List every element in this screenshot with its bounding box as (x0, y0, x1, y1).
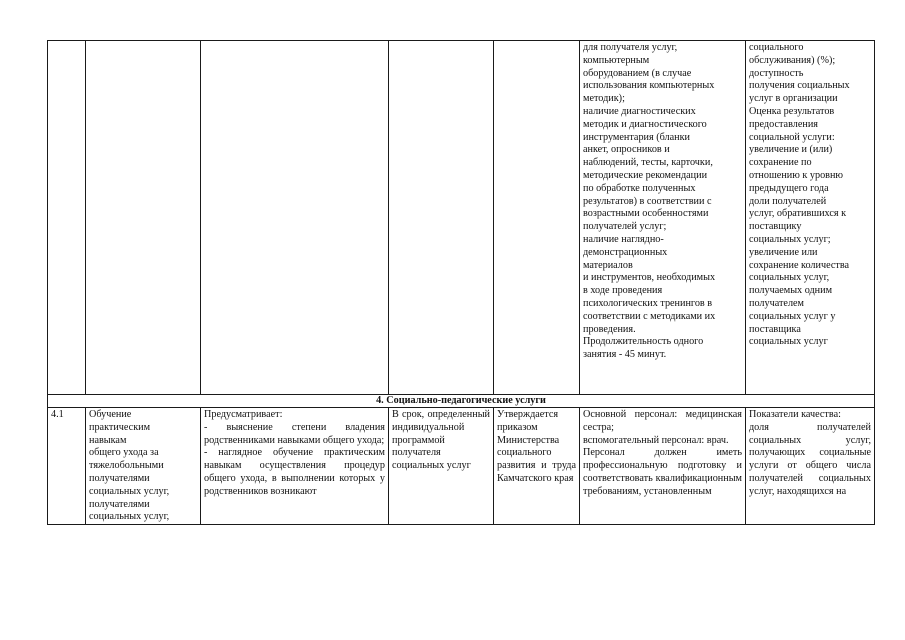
cont-cell-service-name (86, 41, 201, 395)
cont-cell-indicators (746, 41, 875, 395)
staff-cell (580, 408, 746, 525)
section-heading-row (48, 395, 875, 408)
service-row-4-1 (48, 408, 875, 525)
cont-cell-number (48, 41, 86, 395)
services-table (47, 40, 875, 525)
service-name: Обучение практическим навыкам общего ухода за тяжелобольными получателями социальных услуг, получателями социальных услуг, (89, 409, 170, 523)
service-staff: Основной персонал: медицинская сестра; вспомогательный персонал: врач. Персонал должен иметь профессиональную подготовку и соответствовать квалификационным требованиям, установленным (583, 409, 742, 497)
description-cell (201, 408, 389, 525)
cont-cell-deadline (389, 41, 494, 395)
deadline-cell (389, 408, 494, 525)
cont-indicators-text: социального обслуживания) (%); доступность получения социальных услуг в организации Оценка результатов предоставления социальной услуги: увеличение и (или) сохранение по отношению к уровню предыдущего года доли получателей услуг, обратившихся к поставщику социальных услуг; увеличение или сохранение количества социальных услуг, получаемых одним получателем социальных услуг у поставщика социальных услуг (749, 42, 850, 348)
service-indicators: Показатели качества: доля получателей социальных услуг, получающих социальные услуги от общего числа получателей социальных услуг, находящихся на (749, 409, 871, 497)
tariff-cell (494, 408, 580, 525)
row-number-cell (48, 408, 86, 525)
cont-cell-conditions (580, 41, 746, 395)
cont-conditions-text: для получателя услуг, компьютерным оборудованием (в случае использования компьютерных методик); наличие диагностических методик и диагностического инструментария (бланки анкет, опросников и наблюдений, тесты, карточки, методические рекомендации по обработке полученных результатов) в соответствии с возрастными особенностями получателей услуг; наличие наглядно- демонстрационных материалов и инструментов, необходимых в ходе проведения психологических тренингов в соответствии с методиками их проведения. Продолжительность одного занятия - 45 минут. (583, 42, 716, 361)
continuation-row (48, 41, 875, 395)
service-tariff: Утверждается приказом Министерства социального развития и труда Камчатского края (497, 409, 576, 484)
row-number: 4.1 (51, 409, 64, 420)
cont-cell-description (201, 41, 389, 395)
service-name-cell (86, 408, 201, 525)
service-deadline: В срок, определенный индивидуальной программой получателя социальных услуг (392, 409, 490, 472)
section-heading: 4. Социально-педагогические услуги (48, 395, 875, 408)
indicators-cell (746, 408, 875, 525)
cont-cell-tariff (494, 41, 580, 395)
service-description: Предусматривает: - выяснение степени владения родственниками навыками общего ухода; - наглядное обучение практическим навыкам осуществления процедур общего ухода, в выполнении которых у родственников возникают (204, 409, 385, 497)
